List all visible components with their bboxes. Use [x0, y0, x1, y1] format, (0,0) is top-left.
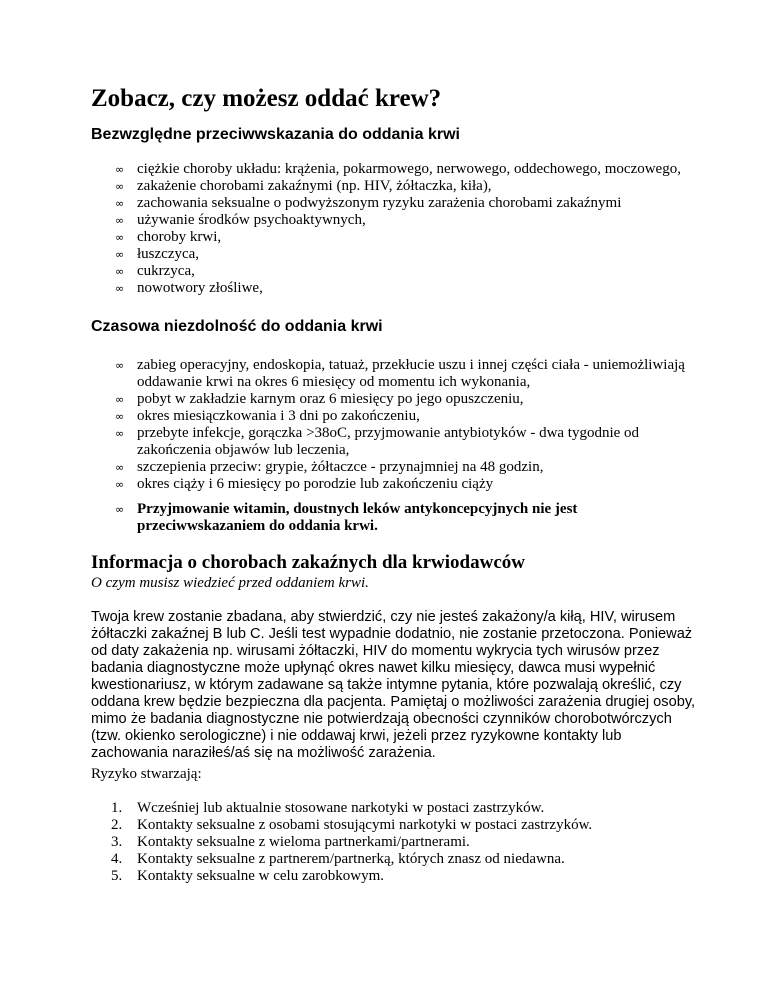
list-item: ∞ szczepienia przeciw: grypie, żółtaczce - przynajmniej na 48 godzin, [115, 459, 544, 475]
section-heading-infectious-diseases: Informacja o chorobach zakaźnych dla krwiodawców [91, 552, 526, 573]
list-item: ∞ zakażenie chorobami zakaźnymi (np. HIV, żółtaczka, kiła), [115, 178, 492, 194]
list-item: ∞ zabieg operacyjny, endoskopia, tatuaż, przekłucie uszu i innej części ciała - uniemożliwiają oddawanie krwi na okres 6 miesięcy od momentu ich wykonania, [115, 357, 685, 390]
section-heading-temporary-ineligibility: Czasowa niezdolność do oddania krwi [91, 318, 383, 335]
vitamins-note-text: Przyjmowanie witamin, doustnych leków antykoncepcyjnych nie jest przeciwwskazaniem do oddania krwi. [137, 501, 578, 534]
infinity-bullet-icon: ∞ [115, 248, 125, 261]
infinity-bullet-icon: ∞ [115, 163, 125, 176]
vitamins-note [91, 501, 691, 535]
infinity-bullet-icon: ∞ [115, 410, 125, 423]
risk-intro: Ryzyko stwarzają: [91, 766, 202, 782]
list-item: 4. Kontakty seksualne z partnerem/partnerką, których znasz od niedawna. [111, 851, 565, 867]
infinity-bullet-icon: ∞ [115, 503, 125, 516]
list-item: ∞ pobyt w zakładzie karnym oraz 6 miesięcy po jego opuszczeniu, [115, 391, 524, 407]
list-item: ∞ używanie środków psychoaktywnych, [115, 212, 366, 228]
infinity-bullet-icon: ∞ [115, 265, 125, 278]
list-item: ∞ zachowania seksualne o podwyższonym ryzyku zarażenia chorobami zakaźnymi [115, 195, 622, 211]
absolute-contraindications-list [91, 161, 691, 297]
section-heading-absolute-contraindications: Bezwzględne przeciwwskazania do oddania krwi [91, 126, 460, 143]
infinity-bullet-icon: ∞ [115, 214, 125, 227]
list-item: 2. Kontakty seksualne z osobami stosującymi narkotyki w postaci zastrzyków. [111, 817, 593, 833]
list-item: ∞ okres ciąży i 6 miesięcy po porodzie lub zakończeniu ciąży [115, 476, 494, 492]
list-item: 5. Kontakty seksualne w celu zarobkowym. [111, 868, 385, 884]
list-item: ∞ łuszczyca, [115, 246, 200, 262]
infinity-bullet-icon: ∞ [115, 197, 125, 210]
section-subtitle: O czym musisz wiedzieć przed oddaniem krwi. [91, 575, 369, 591]
infinity-bullet-icon: ∞ [115, 478, 125, 491]
list-item: 3. Kontakty seksualne z wieloma partnerkami/partnerami. [111, 834, 470, 850]
temporary-ineligibility-list [91, 357, 691, 493]
list-item: ∞ ciężkie choroby układu: krążenia, pokarmowego, nerwowego, oddechowego, moczowego, [115, 161, 681, 177]
infinity-bullet-icon: ∞ [115, 359, 125, 372]
infinity-bullet-icon: ∞ [115, 461, 125, 474]
page-title: Zobacz, czy możesz oddać krew? [91, 85, 442, 112]
list-item: 1. Wcześniej lub aktualnie stosowane narkotyki w postaci zastrzyków. [111, 800, 545, 816]
list-item: ∞ przebyte infekcje, gorączka >38oC, przyjmowanie antybiotyków - dwa tygodnie od zakończenia objawów lub leczenia, [115, 425, 640, 458]
list-item: ∞ okres miesiączkowania i 3 dni po zakończeniu, [115, 408, 420, 424]
list-item: ∞ choroby krwi, [115, 229, 222, 245]
infinity-bullet-icon: ∞ [115, 282, 125, 295]
infinity-bullet-icon: ∞ [115, 393, 125, 406]
infinity-bullet-icon: ∞ [115, 231, 125, 244]
list-item: ∞ nowotwory złośliwe, [115, 280, 263, 296]
list-item: ∞ cukrzyca, [115, 263, 195, 279]
infinity-bullet-icon: ∞ [115, 180, 125, 193]
infinity-bullet-icon: ∞ [115, 427, 125, 440]
risk-list [91, 800, 691, 885]
infection-info-paragraph: Twoja krew zostanie zbadana, aby stwierdzić, czy nie jesteś zakażony/a kiłą, HIV, wirusem żółtaczki zakaźnej B lub C. Jeśli test wypadnie dodatnio, nie zostanie przetoczona. Ponieważ od daty zakażenia np. wirusami żółtaczki, HIV do momentu wykrycia tych wirusów przez badania diagnostyczne może upłynąć okres nawet kilku miesięcy, dawca musi wypełnić kwestionariusz, w którym zadawane są także intymne pytania, które pozwalają określić, czy oddana krew będzie bezpieczna dla pacjenta. Pamiętaj o możliwości zarażenia drugiej osoby, mimo że badania diagnostyczne nie potwierdzają obecności czynników chorobotwórczych (tzw. okienko serologiczne) i nie oddawaj krwi, jeżeli przez ryzykowne kontakty lub zachowania naraziłeś/aś się na możliwość zarażenia. [91, 609, 696, 761]
